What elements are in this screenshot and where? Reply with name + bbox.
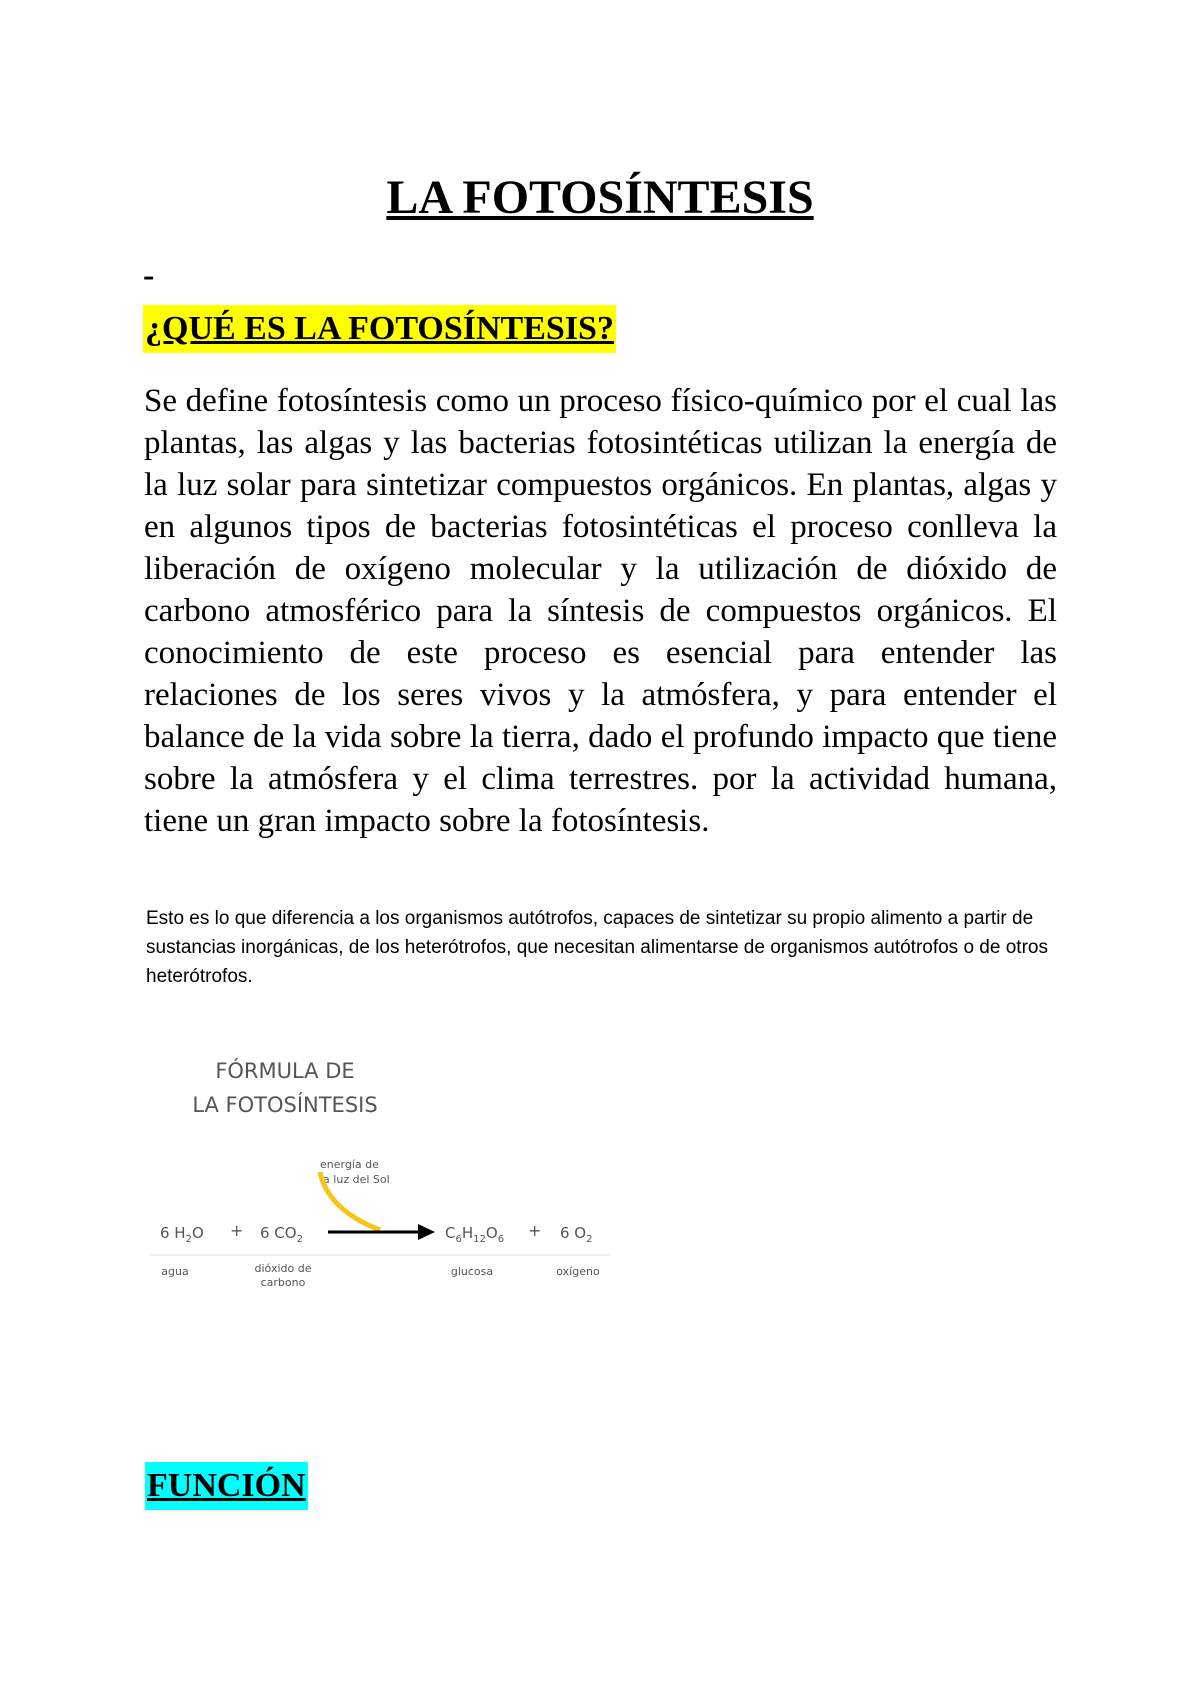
section-heading-que-es <box>143 305 616 353</box>
list-dash: - <box>143 257 155 294</box>
formula-title-line2: LA FOTOSÍNTESIS <box>192 1093 378 1117</box>
reactant-water: 6 $H_2O$ <box>160 1224 204 1245</box>
section-body-paragraph: Se define fotosíntesis como un proceso físico-químico por el cual las plantas, las algas y las bacterias fotosintéticas utilizan la energía de la luz solar para sintetizar compuestos orgánicos. En plantas, algas y en algunos tipos de bacterias fotosintéticas el proceso conlleva la liberación de oxígeno molecular y la utilización de dióxido de carbono atmosférico para la síntesis de compuestos orgánicos. El conocimiento de este proceso es esencial para entender las relaciones de los seres vivos y la atmósfera, y para entender el balance de la vida sobre la tierra, dado el profundo impacto que tiene sobre la atmósfera y el clima terrestres. por la actividad humana, tiene un gran impacto sobre la fotosíntesis. <box>144 383 1057 839</box>
label-oxigeno: oxígeno <box>556 1265 600 1278</box>
product-glucose: $C_6H_{12}O_6$ <box>445 1224 505 1245</box>
label-agua: agua <box>161 1265 189 1278</box>
section-heading-funcion: FUNCIÓN <box>145 1462 308 1510</box>
label-dioxido-line1: dióxido de <box>254 1262 312 1275</box>
product-oxygen: 6 $O_2$ <box>560 1224 593 1245</box>
energy-label-line2: la luz del Sol <box>320 1173 390 1186</box>
reaction-arrow-head <box>418 1224 435 1240</box>
energy-label-line1: energía de <box>320 1158 379 1171</box>
plus-sign-1: + <box>230 1221 244 1240</box>
reactant-co2: 6 $CO_2$ <box>260 1224 303 1245</box>
label-glucosa: glucosa <box>450 1265 494 1278</box>
label-dioxido-line2: carbono <box>260 1276 306 1289</box>
plus-sign-2: + <box>528 1221 542 1240</box>
document-title: LA FOTOSÍNTESIS <box>386 171 814 224</box>
photosynthesis-formula-figure <box>150 1040 620 1300</box>
section-heading-que-es-text: ¿QUÉ ES LA FOTOSÍNTESIS? <box>145 310 614 347</box>
section-note-paragraph: Esto es lo que diferencia a los organismos autótrofos, capaces de sintetizar su propio alimento a partir de sustancias inorgánicas, de los heterótrofos, que necesitan alimentarse de organismos autótrofos o de otros heterótrofos. <box>146 908 1048 987</box>
formula-title-line1: FÓRMULA DE <box>215 1059 355 1083</box>
